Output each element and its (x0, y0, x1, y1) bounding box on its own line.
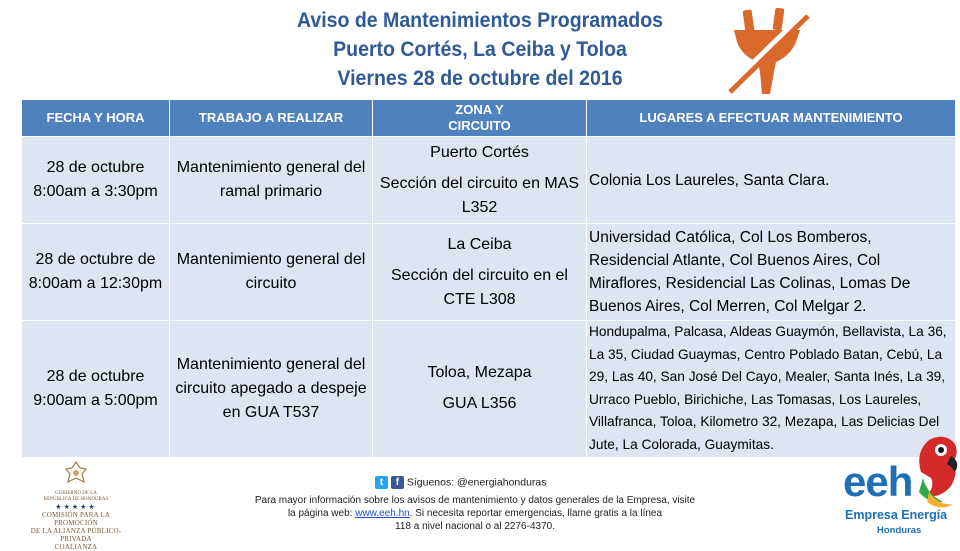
zona-name: Puerto Cortés (430, 143, 529, 161)
lugares-cell: Hondupalma, Palcasa, Aldeas Guaymón, Bellavista, La 36, La 35, Ciudad Guaymas, Centro Poblado Batan, Cebú, La 29, Las 40, San José Del Cayo, Mealer, Santa Inés, La 39, Urraco Pueblo, Birichiche, Las Tomasas, Los Laureles, Villafranca, Toloa, Kilometro 32, Mezapa, Las Delicias Del Jute, La Colorada, Guaymitas. (587, 321, 956, 458)
circuito-name: GUA L356 (442, 395, 517, 413)
zona-cell (373, 224, 587, 321)
info-line-2 (225, 507, 725, 520)
brand-country: Honduras (877, 525, 922, 536)
social-handle: Síguenos: @energiahonduras (406, 476, 547, 489)
fecha-cell (22, 224, 170, 321)
logo-caption-2: DE LA ALIANZA PÚBLICO-PRIVADA (30, 527, 122, 543)
fecha-date: 28 de octubre de (35, 251, 156, 268)
unplugged-icon (724, 8, 810, 94)
zona-cell (373, 137, 587, 224)
stars-icon: ★★★★★ (55, 503, 97, 511)
header-trabajo: TRABAJO A REALIZAR (170, 100, 373, 137)
twitter-icon[interactable]: t (375, 476, 388, 489)
fecha-date: 28 de octubre (46, 159, 145, 176)
trabajo-cell: Mantenimiento general del circuito (170, 224, 373, 321)
lugares-cell: Universidad Católica, Col Los Bomberos, Residencial Atlante, Col Buenos Aires, Col Miraflores, Residencial Las Colinas, Lomas De Buenos Aires, Col Merren, Col Melgar 2. (587, 224, 956, 321)
website-link[interactable]: www.eeh.hn (355, 508, 410, 519)
zona-name: La Ceiba (447, 235, 512, 253)
fecha-cell (22, 321, 170, 458)
logo-caption-3: COALIANZA (54, 543, 98, 551)
title-line-3: Viernes 28 de octubre del 2016 (337, 67, 623, 90)
fecha-time: 8:00am a 3:30pm (33, 183, 158, 200)
contact-info (225, 494, 725, 533)
trabajo-cell: Mantenimiento general del ramal primario (170, 137, 373, 224)
info-line-3: 118 a nivel nacional o al 2276-4370. (395, 521, 555, 532)
coalianza-logo (22, 460, 130, 551)
info-line-2-suffix: . Si necesita reportar emergencias, llame gratis a la línea (409, 508, 663, 519)
header-fecha: FECHA Y HORA (22, 100, 170, 137)
social-follow (375, 476, 547, 489)
table-row (22, 224, 956, 321)
zona-cell (373, 321, 587, 458)
brand-name: Empresa Energía (845, 508, 948, 522)
header-zona-line-2: CIRCUITO (448, 118, 511, 133)
lugares-cell: Colonia Los Laureles, Santa Clara. (587, 137, 956, 224)
facebook-icon[interactable]: f (391, 476, 404, 489)
info-line-1: Para mayor información sobre los avisos de mantenimiento y datos generales de la Empresa, visite (254, 495, 696, 506)
circuito-name: Sección del circuito en el CTE L308 (391, 266, 568, 308)
notice-title (200, 6, 760, 93)
header-lugares: LUGARES A EFECTUAR MANTENIMIENTO (587, 100, 956, 137)
title-line-1: Aviso de Mantenimientos Programados (296, 9, 664, 32)
eeh-wordmark: eeh (843, 458, 913, 505)
zona-name: Toloa, Mezapa (427, 364, 532, 382)
table-header-row (22, 100, 956, 137)
eeh-logo (843, 432, 960, 540)
fecha-time: 8:00am a 12:30pm (28, 275, 163, 292)
table-row (22, 137, 956, 224)
logo-caption-1: COMISIÓN PARA LA PROMOCIÓN (41, 511, 111, 527)
fecha-time: 9:00am a 5:00pm (33, 391, 158, 409)
trabajo-cell: Mantenimiento general del circuito apegado a despeje en GUA T537 (170, 321, 373, 458)
title-line-2: Puerto Cortés, La Ceiba y Toloa (333, 38, 627, 61)
header-zona (373, 100, 587, 137)
fecha-date: 28 de octubre (46, 367, 145, 385)
fecha-cell (22, 137, 170, 224)
header-zona-line-1: ZONA Y (455, 102, 504, 117)
info-line-2-prefix: la página web: (287, 508, 356, 519)
circuito-name: Sección del circuito en MAS L352 (379, 174, 580, 216)
logo-gov-line-2: REPÚBLICA DE HONDURAS (43, 497, 109, 502)
coat-of-arms-icon (62, 460, 90, 486)
logo-gov-line-1: GOBIERNO DE LA (55, 491, 97, 496)
table-row (22, 321, 956, 458)
maintenance-table (21, 99, 956, 458)
